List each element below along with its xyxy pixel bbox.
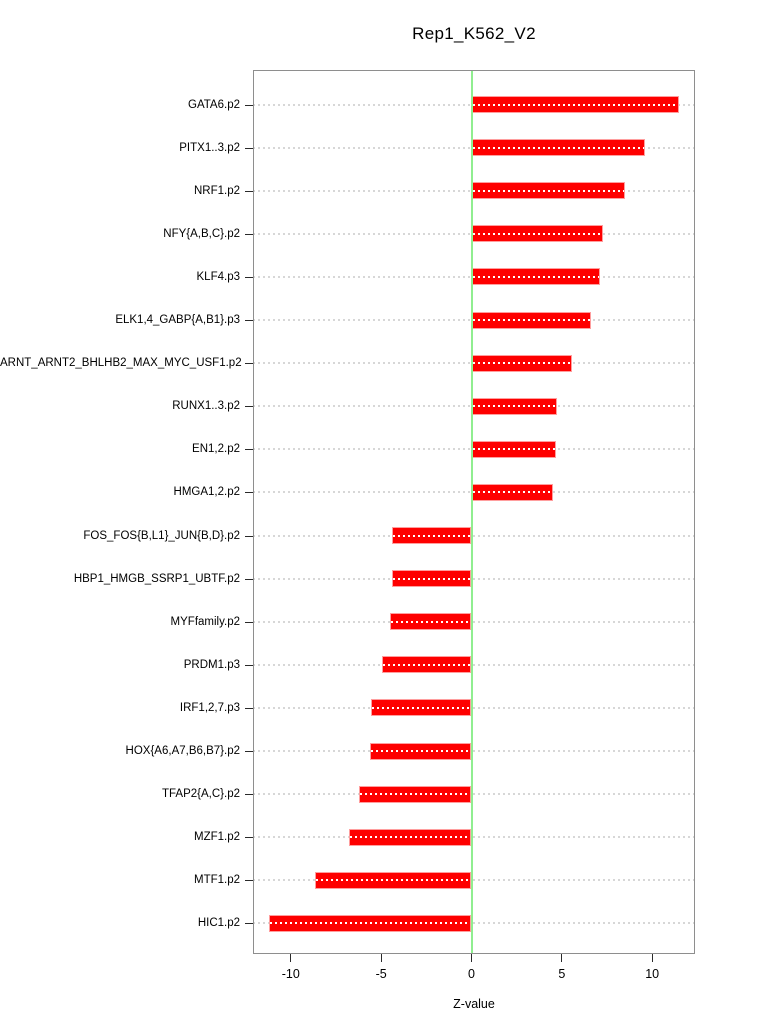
- y-axis-tick: [245, 923, 253, 924]
- y-axis-label: ELK1,4_GABP{A,B1}.p3: [115, 314, 240, 326]
- y-axis-label: KLF4.p3: [196, 270, 240, 283]
- bar-MZF1.p2: [349, 829, 471, 846]
- x-axis-tick-label: -5: [375, 967, 387, 981]
- y-axis-tick: [245, 536, 253, 537]
- plot-area: [253, 70, 695, 954]
- x-axis-tick: [471, 954, 472, 962]
- y-axis-label: RUNX1..3.p2: [172, 400, 240, 413]
- y-axis-label: NRF1.p2: [193, 184, 240, 197]
- bar-center-dash: [391, 621, 471, 623]
- y-axis-tick: [245, 363, 253, 364]
- bar-center-dash: [360, 793, 470, 795]
- row-gridline: [253, 707, 695, 709]
- bar-center-dash: [270, 922, 470, 924]
- y-axis-label: HBP1_HMGB_SSRP1_UBTF.p2: [73, 572, 240, 585]
- bar-KLF4.p3: [472, 268, 600, 285]
- y-axis-tick: [245, 751, 253, 752]
- y-axis-tick: [245, 880, 253, 881]
- y-axis-label: IRF1,2,7.p3: [179, 701, 240, 714]
- y-axis-tick: [245, 277, 253, 278]
- y-axis-tick: [245, 406, 253, 407]
- y-axis-tick: [245, 191, 253, 192]
- y-axis-label: ARNT_ARNT2_BHLHB2_MAX_MYC_USF1.p2: [0, 357, 242, 370]
- y-axis-label: MZF1.p2: [193, 831, 240, 844]
- bar-center-dash: [473, 233, 603, 235]
- bar-center-dash: [473, 104, 679, 106]
- y-axis-label: NFY{A,B,C}.p2: [163, 227, 240, 240]
- bar-center-dash: [383, 664, 470, 666]
- bar-RUNX1..3.p2: [472, 398, 558, 415]
- bar-MTF1.p2: [315, 872, 471, 889]
- bar-TFAP2{A,C}.p2: [359, 786, 471, 803]
- bar-center-dash: [372, 707, 470, 709]
- y-axis-tick: [245, 579, 253, 580]
- x-axis-tick: [652, 954, 653, 962]
- y-axis-label: PITX1..3.p2: [179, 141, 240, 154]
- x-axis-tick-label: -10: [281, 967, 300, 981]
- plot-frame: [253, 70, 695, 954]
- bar-ARNT_ARNT2_BHLHB2_MAX_MYC_USF1.p2: [472, 355, 572, 372]
- row-gridline: [253, 793, 695, 795]
- y-axis-tick: [245, 234, 253, 235]
- bar-center-dash: [473, 319, 590, 321]
- bar-FOS_FOS{B,L1}_JUN{B,D}.p2: [392, 527, 472, 544]
- row-gridline: [253, 578, 695, 580]
- y-axis-tick: [245, 794, 253, 795]
- x-axis-tick: [561, 954, 562, 962]
- y-axis-tick: [245, 708, 253, 709]
- bar-center-dash: [316, 879, 470, 881]
- y-axis-label: MYFfamily.p2: [170, 615, 240, 628]
- x-axis-tick: [381, 954, 382, 962]
- y-axis-tick: [245, 837, 253, 838]
- y-axis-label: TFAP2{A,C}.p2: [162, 788, 240, 801]
- row-gridline: [253, 664, 695, 666]
- bar-HOX{A6,A7,B6,B7}.p2: [370, 743, 471, 760]
- bar-HIC1.p2: [269, 915, 471, 932]
- x-axis-tick-label: 0: [468, 967, 475, 981]
- x-axis-tick-label: 10: [645, 967, 660, 981]
- y-axis-label: PRDM1.p3: [183, 658, 240, 671]
- row-gridline: [253, 750, 695, 752]
- bar-IRF1,2,7.p3: [371, 699, 471, 716]
- bar-center-dash: [350, 836, 470, 838]
- bar-center-dash: [473, 362, 571, 364]
- zero-line: [471, 70, 473, 954]
- bar-NRF1.p2: [472, 182, 626, 199]
- y-axis-label: EN1,2.p2: [192, 443, 240, 456]
- y-axis-tick: [245, 622, 253, 623]
- bar-PRDM1.p3: [382, 656, 471, 673]
- bar-center-dash: [393, 535, 471, 537]
- bar-center-dash: [473, 147, 644, 149]
- x-axis-title: Z-value: [453, 997, 495, 1011]
- x-axis-tick: [290, 954, 291, 962]
- bar-center-dash: [371, 750, 470, 752]
- bar-HMGA1,2.p2: [472, 484, 554, 501]
- x-axis-tick-label: 5: [558, 967, 566, 981]
- bar-HBP1_HMGB_SSRP1_UBTF.p2: [392, 570, 472, 587]
- bar-center-dash: [473, 448, 556, 450]
- chart-title: Rep1_K562_V2: [412, 24, 536, 43]
- bar-ELK1,4_GABP{A,B1}.p3: [472, 312, 591, 329]
- y-axis-label: MTF1.p2: [193, 874, 240, 887]
- bar-NFY{A,B,C}.p2: [472, 225, 604, 242]
- bar-center-dash: [473, 491, 553, 493]
- y-axis-tick: [245, 105, 253, 106]
- bar-MYFfamily.p2: [390, 613, 472, 630]
- bar-GATA6.p2: [472, 96, 680, 113]
- y-axis-label: FOS_FOS{B,L1}_JUN{B,D}.p2: [83, 529, 240, 542]
- y-axis-label: HMGA1,2.p2: [173, 486, 240, 499]
- row-gridline: [253, 535, 695, 537]
- bar-center-dash: [473, 405, 557, 407]
- y-axis-label: GATA6.p2: [188, 98, 240, 111]
- y-axis-tick: [245, 148, 253, 149]
- bar-center-dash: [393, 578, 471, 580]
- y-axis-tick: [245, 665, 253, 666]
- y-axis-label: HOX{A6,A7,B6,B7}.p2: [125, 745, 240, 757]
- y-axis-tick: [245, 320, 253, 321]
- bar-PITX1..3.p2: [472, 139, 645, 156]
- bar-EN1,2.p2: [472, 441, 557, 458]
- y-axis-tick: [245, 449, 253, 450]
- y-axis-label: HIC1.p2: [197, 917, 240, 930]
- row-gridline: [253, 836, 695, 838]
- bar-center-dash: [473, 190, 625, 192]
- bar-center-dash: [473, 276, 599, 278]
- row-gridline: [253, 621, 695, 623]
- y-axis-tick: [245, 492, 253, 493]
